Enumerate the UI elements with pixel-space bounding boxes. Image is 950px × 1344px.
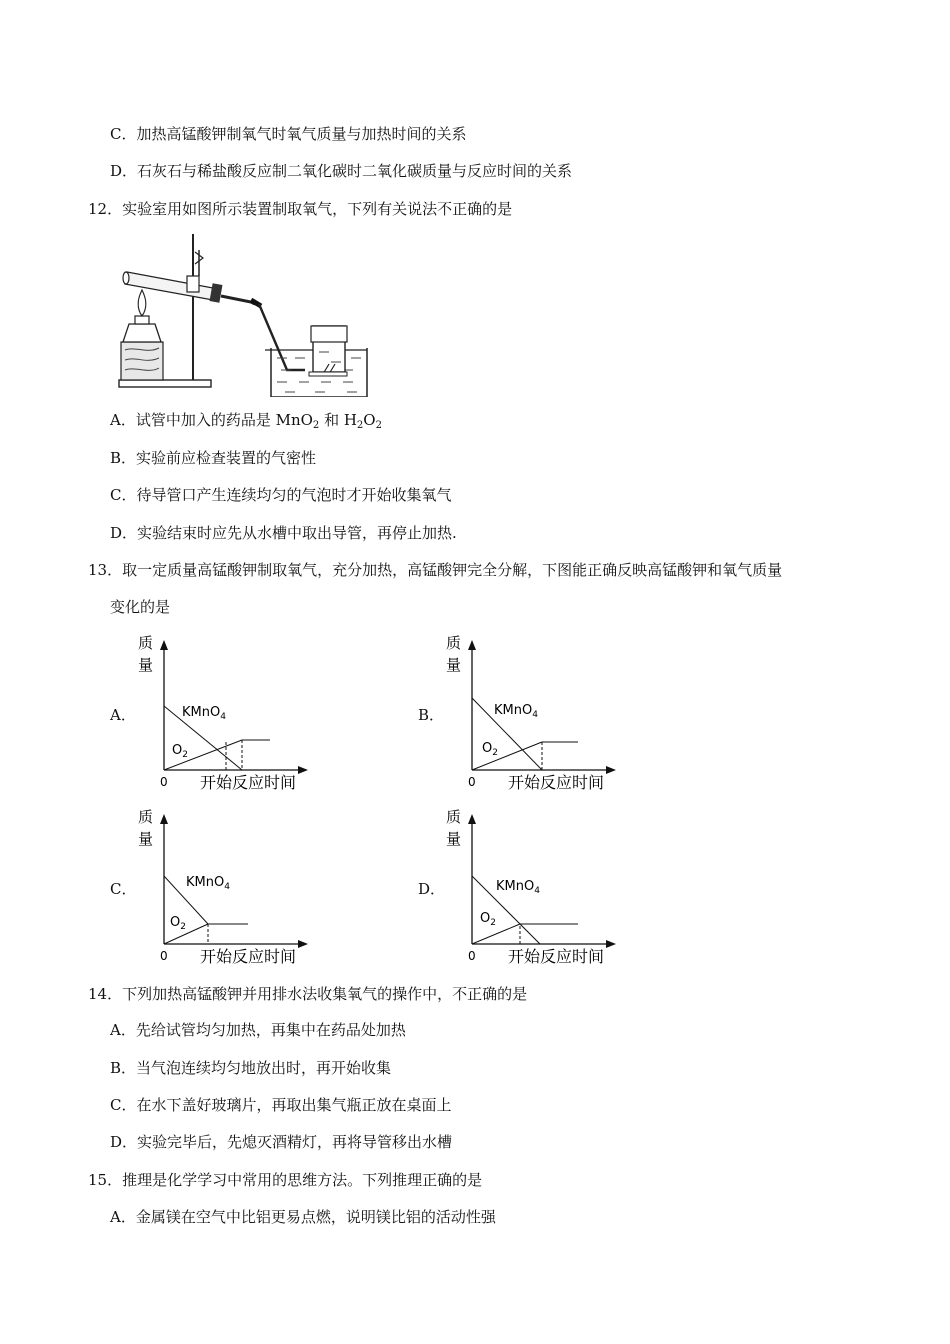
graph-option-d	[438, 804, 638, 972]
graph-origin: 0	[468, 949, 476, 963]
q14-option-d: D．实验完毕后，先熄灭酒精灯，再将导管移出水槽	[110, 1133, 453, 1151]
graph-ylabel-2: 量	[138, 656, 154, 674]
q12-option-a: A．试管中加入的药品是 MnO$_2$ 和 $H_2O_2$	[110, 411, 382, 431]
graph-origin: 0	[160, 949, 168, 963]
graph-xlabel: 开始反应时间	[508, 773, 605, 792]
label-kmno4: KMnO$_4$	[186, 875, 230, 892]
label-o2: $O_2$	[170, 915, 186, 932]
q11-option-d: D．石灰石与稀盐酸反应制二氧化碳时二氧化碳质量与反应时间的关系	[110, 162, 573, 180]
q12-option-b: B．实验前应检查装置的气密性	[110, 449, 317, 467]
q11-option-c: C．加热高锰酸钾制氧气时氧气质量与加热时间的关系	[110, 125, 467, 143]
q13-option-a-label: A．	[110, 706, 136, 724]
label-o2: $O_2$	[172, 743, 188, 760]
q13-option-b-label: B．	[418, 706, 445, 724]
graph-option-b	[438, 630, 638, 798]
label-kmno4: KMnO$_4$	[496, 879, 540, 896]
label-o2: $O_2$	[480, 911, 496, 928]
graph-ylabel-2: 量	[446, 656, 462, 674]
graph-ylabel-1: 质	[446, 808, 462, 826]
graph-option-c	[130, 804, 330, 972]
graph-xlabel: 开始反应时间	[200, 947, 297, 966]
q14-stem: 14．下列加热高锰酸钾并用排水法收集氧气的操作中，不正确的是	[88, 985, 528, 1003]
graph-ylabel-2: 量	[138, 830, 154, 848]
q14-option-c: C．在水下盖好玻璃片，再取出集气瓶正放在桌面上	[110, 1096, 452, 1114]
graph-origin: 0	[160, 775, 168, 789]
q12-stem: 12．实验室用如图所示装置制取氧气，下列有关说法不正确的是	[88, 200, 513, 218]
q15-stem: 15．推理是化学学习中常用的思维方法。下列推理正确的是	[88, 1171, 483, 1189]
graph-ylabel-1: 质	[138, 808, 154, 826]
graph-ylabel-2: 量	[446, 830, 462, 848]
graph-ylabel-1: 质	[138, 634, 154, 652]
label-kmno4: KMnO$_4$	[182, 705, 226, 722]
q13-stem-line1: 13．取一定质量高锰酸钾制取氧气，充分加热，高锰酸钾完全分解，下图能正确反映高锰酸钾和氧气质量	[88, 561, 783, 579]
graph-option-a	[130, 630, 330, 798]
q13-option-d-label: D．	[418, 880, 446, 898]
q12-option-c: C．待导管口产生连续均匀的气泡时才开始收集氧气	[110, 486, 452, 504]
oxygen-apparatus-figure	[115, 232, 375, 397]
graph-xlabel: 开始反应时间	[200, 773, 297, 792]
q14-option-a: A．先给试管均匀加热，再集中在药品处加热	[110, 1021, 406, 1039]
q13-option-c-label: C．	[110, 880, 137, 898]
graph-ylabel-1: 质	[446, 634, 462, 652]
q12-option-d: D．实验结束时应先从水槽中取出导管，再停止加热.	[110, 524, 457, 542]
label-o2: $O_2$	[482, 741, 498, 758]
graph-xlabel: 开始反应时间	[508, 947, 605, 966]
q13-stem-line2: 变化的是	[110, 598, 171, 616]
label-kmno4: KMnO$_4$	[494, 703, 538, 720]
q14-option-b: B．当气泡连续均匀地放出时，再开始收集	[110, 1059, 392, 1077]
graph-origin: 0	[468, 775, 476, 789]
q15-option-a: A．金属镁在空气中比铝更易点燃，说明镁比铝的活动性强	[110, 1208, 496, 1226]
